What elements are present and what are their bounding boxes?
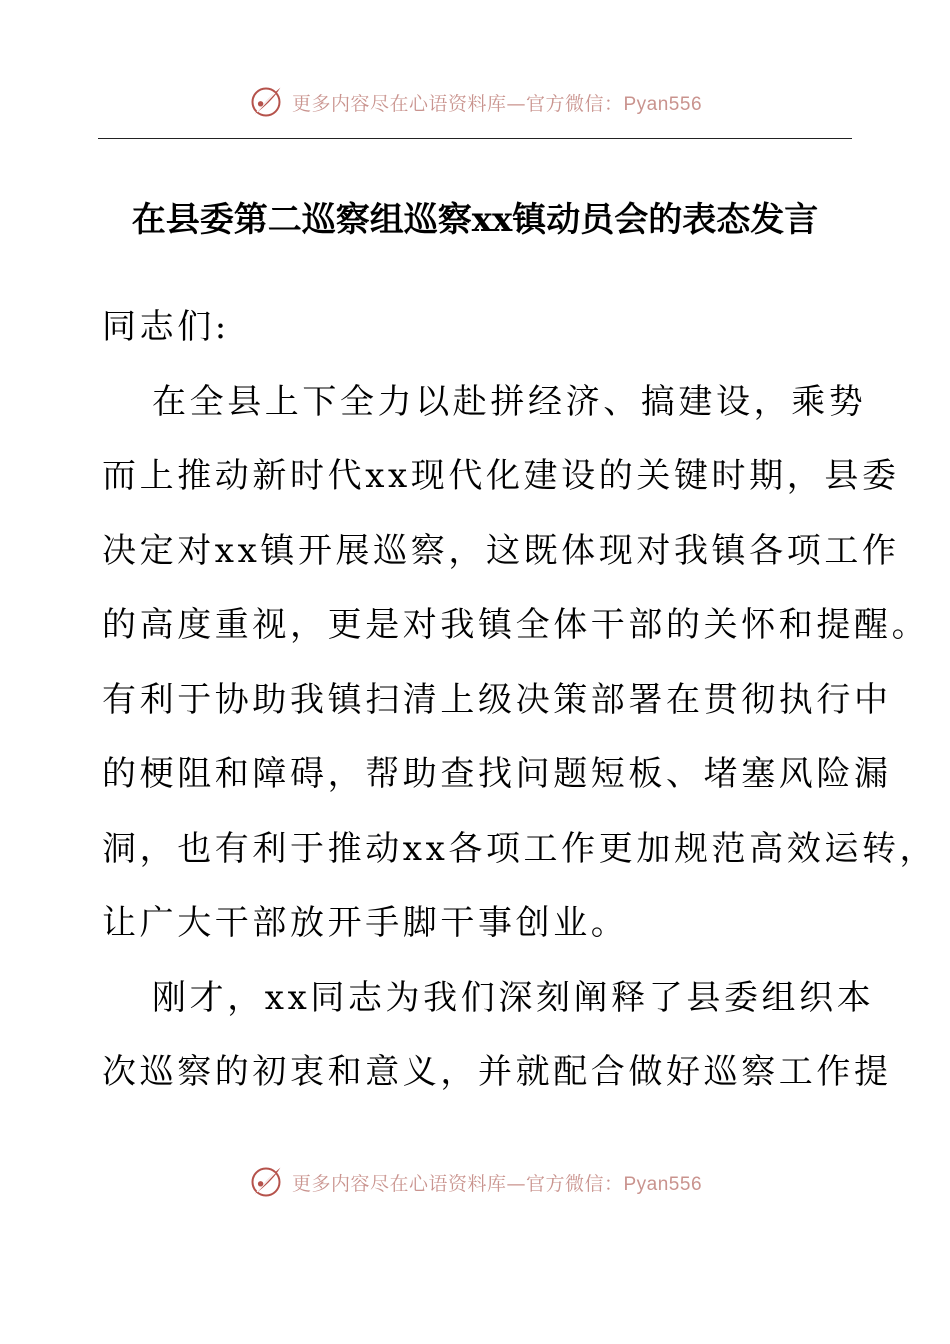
footer-watermark: [0, 1162, 950, 1202]
quill-pen-logo-icon: [248, 1164, 284, 1200]
body-line: 的梗阻和障碍，帮助查找问题短板、堵塞风险漏: [102, 754, 892, 794]
body-line: 刚才，xx同志为我们深刻阐释了县委组织本: [152, 977, 875, 1018]
quill-pen-logo-icon: [248, 84, 284, 120]
header-divider: [98, 138, 852, 139]
watermark-text: 更多内容尽在心语资料库—官方微信：Pyan556: [291, 92, 703, 115]
body-line: 有利于协助我镇扫清上级决策部署在贯彻执行中: [102, 679, 892, 720]
body-line: 决定对xx镇开展巡察，这既体现对我镇各项工作: [102, 530, 900, 571]
body-line: 的高度重视，更是对我镇全体干部的关怀和提醒。: [102, 605, 930, 645]
body-line: 洞，也有利于推动xx各项工作更加规范高效运转，: [102, 828, 938, 869]
salutation: 同志们:: [102, 307, 230, 347]
body-line: 在全县上下全力以赴拼经济、搞建设，乘势: [152, 381, 867, 422]
document-body: [102, 290, 938, 1110]
document-title: 在县委第二巡察组巡察xx镇动员会的表态发言: [131, 200, 819, 240]
watermark-text: 更多内容尽在心语资料库—官方微信：Pyan556: [291, 1172, 703, 1195]
header-watermark: [0, 82, 950, 122]
body-line: 而上推动新时代xx现代化建设的关键时期，县委: [102, 456, 900, 496]
body-line: 次巡察的初衷和意义，并就配合做好巡察工作提: [102, 1052, 892, 1092]
body-line: 让广大干部放开手脚干事创业。: [102, 903, 629, 943]
